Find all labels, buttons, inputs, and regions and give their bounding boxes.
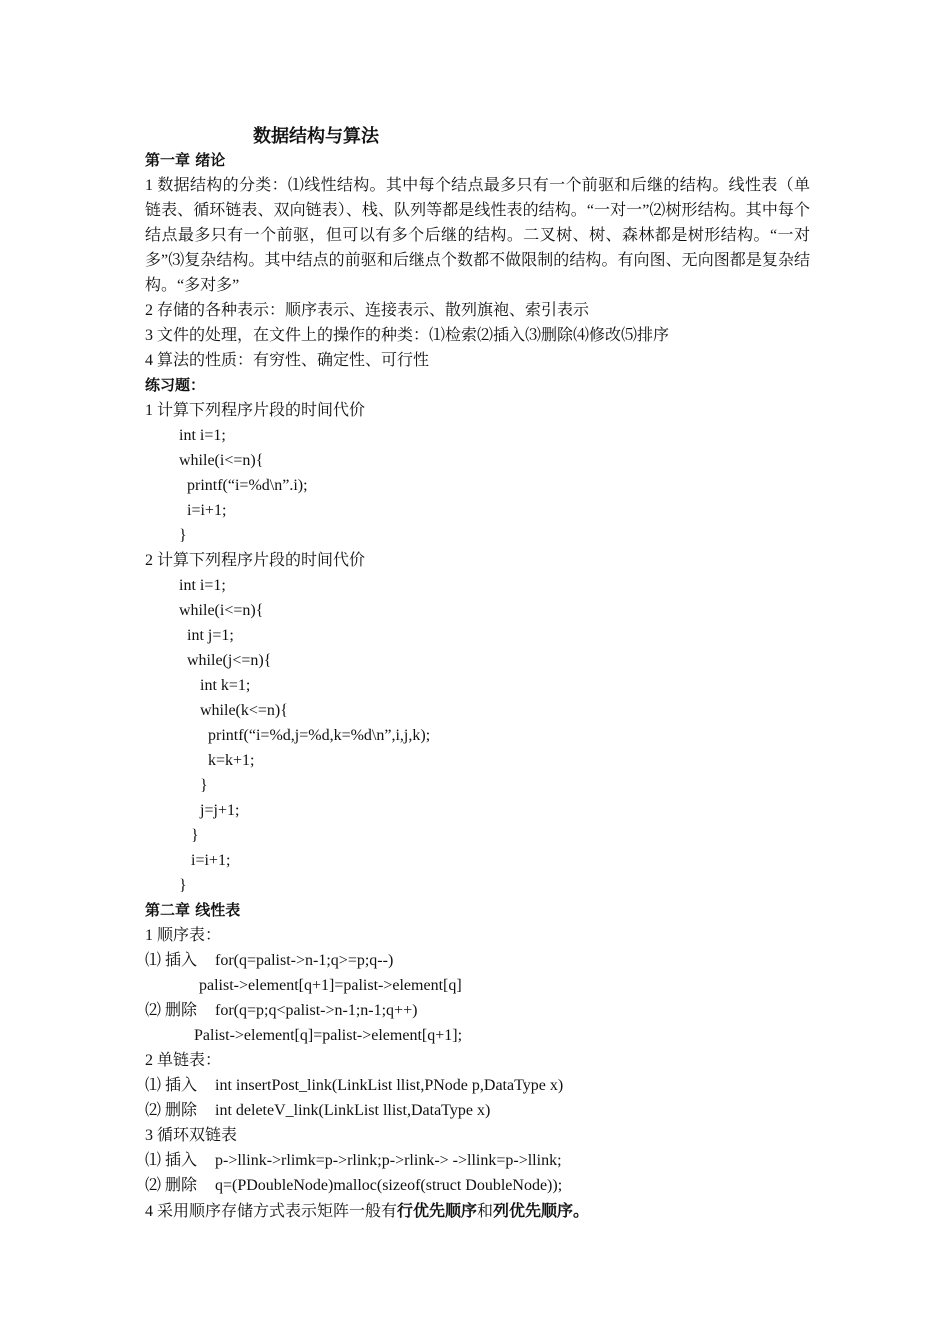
- document-title: 数据结构与算法: [253, 126, 379, 147]
- sequential-list-heading: 1 顺序表：: [145, 927, 222, 944]
- code-text: int deleteV_link(LinkList llist,DataType x): [215, 1102, 491, 1119]
- delete-label: ⑵ 删除: [145, 1002, 198, 1019]
- exercises-heading: 练习题：: [145, 376, 206, 394]
- matrix-storage-line: [145, 1198, 810, 1223]
- chapter-2-heading: 第二章 线性表: [145, 901, 241, 919]
- code-line: int i=1;: [179, 577, 226, 594]
- code-text: int insertPost_link(LinkList llist,PNode p,DataType x): [215, 1077, 564, 1094]
- code-line: printf(“i=%d,j=%d,k=%d\n”,i,j,k);: [208, 727, 431, 744]
- paragraph-algorithm-properties: 4 算法的性质：有穷性、确定性、可行性: [145, 352, 430, 369]
- code-line: while(k<=n){: [200, 702, 288, 719]
- code-line: int j=1;: [187, 627, 234, 644]
- insert-label: ⑴ 插入: [145, 1152, 198, 1169]
- sequential-insert-row: [145, 948, 810, 973]
- paragraph-file-processing: 3 文件的处理，在文件上的操作的种类：⑴检索⑵插入⑶删除⑷修改⑸排序: [145, 327, 670, 344]
- code-line: Palist->element[q]=palist->element[q+1];: [194, 1027, 463, 1044]
- sequential-delete-row: [145, 998, 810, 1023]
- code-line: i=i+1;: [187, 502, 227, 519]
- delete-label: ⑵ 删除: [145, 1177, 198, 1194]
- code-text: for(q=palist->n-1;q>=p;q--): [215, 952, 394, 969]
- paragraph-classification: 1 数据结构的分类：⑴线性结构。其中每个结点最多只有一个前驱和后继的结构。线性表（单链表、循环链表、双向链表）、栈、队列等都是线性表的结构。“一对一”⑵树形结构。其中每个结点最多只有一个前驱，但可以有多个后继的结构。二叉树、树、森林都是树形结构。“一对多”⑶复杂结构。其中结点的前驱和后继点个数都不做限制的结构。有向图、无向图都是复杂结构。“多对多”: [145, 177, 810, 294]
- code-line: palist->element[q+1]=palist->element[q]: [199, 977, 462, 994]
- document-body: [145, 148, 810, 1223]
- linked-list-heading: 2 单链表：: [145, 1052, 222, 1069]
- linked-delete-row: [145, 1098, 810, 1123]
- code-line: int k=1;: [200, 677, 251, 694]
- circular-insert-row: [145, 1148, 810, 1173]
- column-major-term: 列优先顺序。: [493, 1201, 590, 1220]
- code-text: q=(PDoubleNode)malloc(sizeof(struct DoubleNode));: [215, 1177, 563, 1194]
- circular-list-heading: 3 循环双链表: [145, 1127, 238, 1144]
- code-line: }: [200, 777, 208, 794]
- code-line: }: [179, 877, 187, 894]
- code-line: while(i<=n){: [179, 452, 264, 469]
- matrix-text: 4 采用顺序存储方式表示矩阵一般有: [145, 1203, 398, 1220]
- matrix-text: 和: [477, 1203, 494, 1220]
- row-major-term: 行优先顺序: [397, 1201, 478, 1220]
- exercise-2-question: 2 计算下列程序片段的时间代价: [145, 552, 366, 569]
- chapter-1-heading: 第一章 绪论: [145, 151, 226, 169]
- code-line: while(i<=n){: [179, 602, 264, 619]
- code-line: int i=1;: [179, 427, 226, 444]
- exercise-1-question: 1 计算下列程序片段的时间代价: [145, 402, 366, 419]
- code-line: while(j<=n){: [187, 652, 272, 669]
- circular-delete-row: [145, 1173, 810, 1198]
- code-line: i=i+1;: [191, 852, 231, 869]
- insert-label: ⑴ 插入: [145, 1077, 198, 1094]
- code-line: }: [191, 827, 199, 844]
- code-line: j=j+1;: [200, 802, 240, 819]
- code-text: p->llink->rlimk=p->rlink;p->rlink-> ->llink=p->llink;: [215, 1152, 562, 1169]
- code-line: printf(“i=%d\n”.i);: [187, 477, 308, 494]
- code-text: for(q=p;q<palist->n-1;n-1;q++): [215, 1002, 418, 1019]
- paragraph-storage: 2 存储的各种表示：顺序表示、连接表示、散列旗袍、索引表示: [145, 302, 590, 319]
- insert-label: ⑴ 插入: [145, 952, 198, 969]
- linked-insert-row: [145, 1073, 810, 1098]
- delete-label: ⑵ 删除: [145, 1102, 198, 1119]
- code-line: }: [179, 527, 187, 544]
- code-line: k=k+1;: [208, 752, 255, 769]
